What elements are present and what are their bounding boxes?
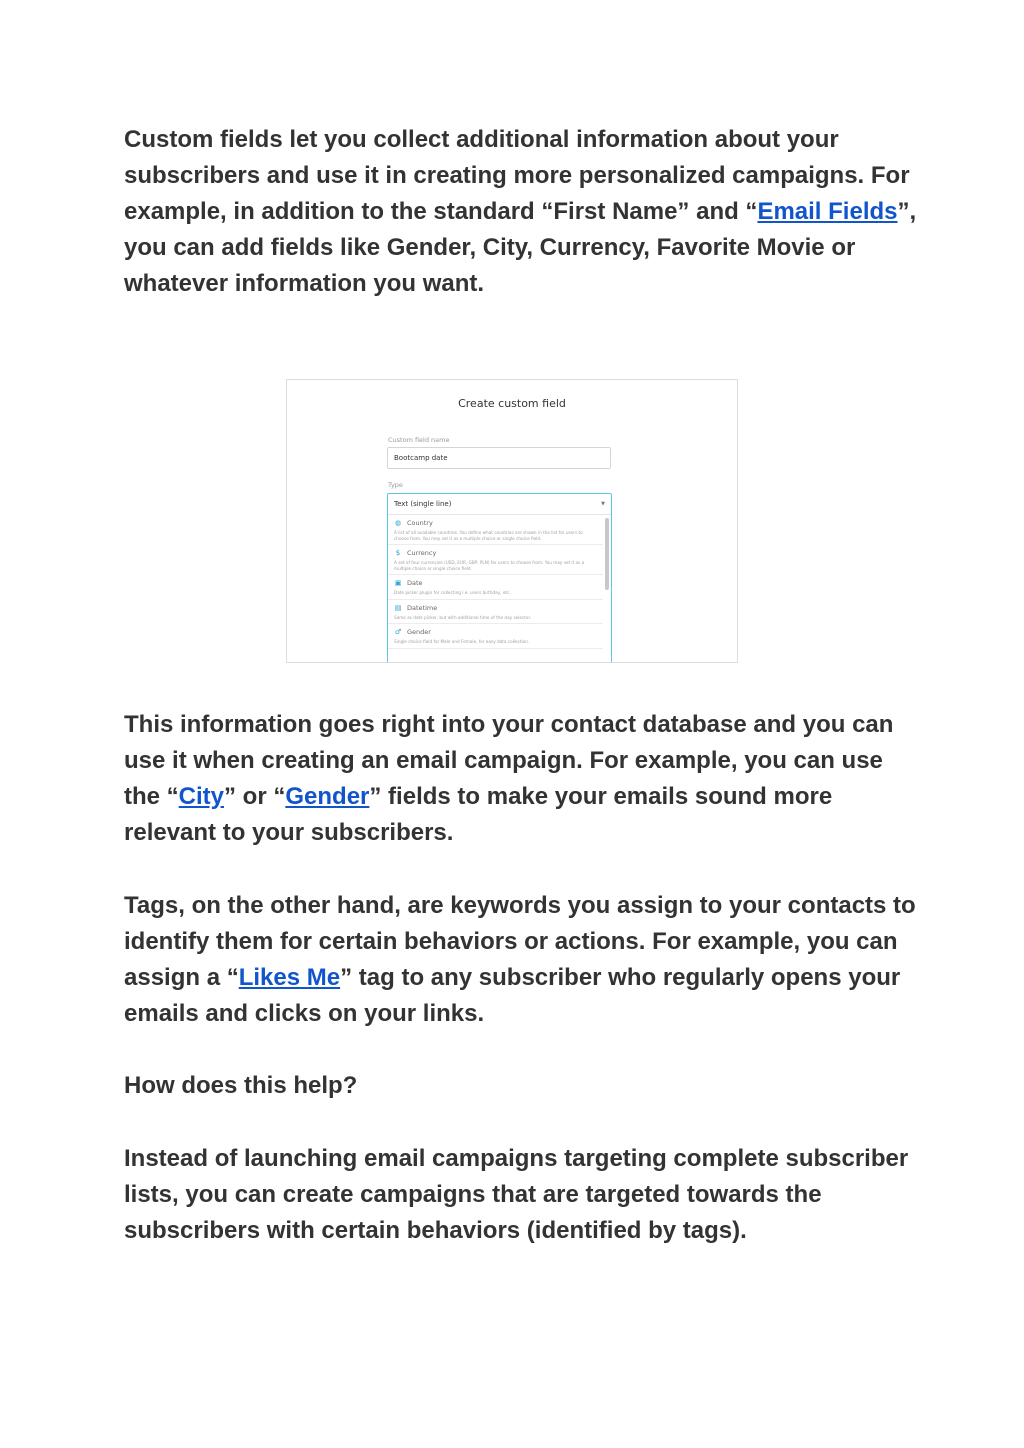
calendar-clock-icon: ▤ (394, 603, 402, 612)
type-selected-value[interactable] (388, 494, 611, 515)
option-title: Datetime (407, 603, 438, 612)
paragraph-text: Tags, on the other hand, are keywords you assign to your contacts to identify them for certain behaviors or actions. For example, you can assign a “ (124, 892, 916, 991)
option-title: Currency (407, 549, 437, 557)
paragraph-text: Custom fields let you collect additional information about your subscribers and use it in creating more personalized campaigns. For example, in addition to the standard “First Name” and “ (124, 126, 910, 225)
dropdown-scrollbar[interactable] (605, 518, 609, 590)
paragraph-question: How does this help? (124, 1072, 358, 1099)
paragraph-text: ”, you can add fields like Gender, City, Currency, Favorite Movie or whatever information you want. (124, 198, 917, 297)
chevron-down-icon: ▼ (601, 501, 605, 507)
create-custom-field-screenshot (286, 379, 738, 663)
dollar-icon: $ (395, 549, 401, 557)
custom-field-name-label: Custom field name (388, 436, 450, 444)
email-fields-link[interactable]: Email Fields (757, 198, 898, 225)
type-label: Type (388, 481, 403, 489)
paragraph-text: This information goes right into your contact database and you can use it when creating an email campaign. For example, you can use the “ (124, 711, 894, 810)
paragraph-text: ” tag to any subscriber who regularly opens your emails and clicks on your links. (124, 964, 901, 1027)
paragraph-text: ” or “ (224, 783, 286, 810)
option-description: Same as date picker, but with additional time of the day selector. (394, 614, 532, 620)
option-datetime[interactable] (388, 600, 603, 625)
city-link[interactable]: City (178, 783, 225, 810)
option-title: Gender (407, 628, 431, 636)
option-date[interactable] (388, 575, 603, 600)
option-description: Single choice field for Male and Female, for easy data collection. (394, 639, 530, 644)
type-selected-text: Text (single line) (394, 500, 452, 508)
option-description: A list of all available countries. You define what countries are shown in the list for users to choose from. You may set it as a multiple choice or single choice field. (394, 530, 583, 541)
calendar-icon: ▣ (394, 579, 402, 587)
paragraph-text: ” fields to make your emails sound more relevant to your subscribers. (124, 783, 833, 846)
option-country[interactable] (388, 515, 603, 545)
option-title: Date (407, 579, 423, 587)
option-gender[interactable] (388, 624, 603, 649)
option-currency[interactable] (388, 545, 603, 575)
option-description: A set of four currencies (USD, EUR, GBP, PLN) for users to choose from. You may set it as a multiple choice or single choice field. (394, 560, 585, 571)
paragraph-tags (124, 888, 924, 1032)
likes-me-link[interactable]: Likes Me (238, 964, 341, 991)
paragraph-custom-fields (124, 122, 924, 302)
paragraph-targeting: Instead of launching email campaigns targeting complete subscriber lists, you can create campaigns that are targeted towards the subscribers with certain behaviors (identified by tags). (124, 1145, 909, 1244)
type-select[interactable] (387, 493, 612, 663)
custom-field-name-input[interactable]: Bootcamp date (387, 447, 611, 469)
gender-icon: ♂ (394, 628, 402, 636)
option-title: Country (407, 519, 433, 527)
paragraph-contact-database (124, 707, 924, 851)
option-description: Date picker plugin for collecting i.e. users birthday, etc. (394, 590, 511, 595)
gender-link[interactable]: Gender (285, 783, 370, 810)
dialog-title: Create custom field (458, 397, 566, 410)
globe-icon: ◍ (394, 519, 402, 527)
